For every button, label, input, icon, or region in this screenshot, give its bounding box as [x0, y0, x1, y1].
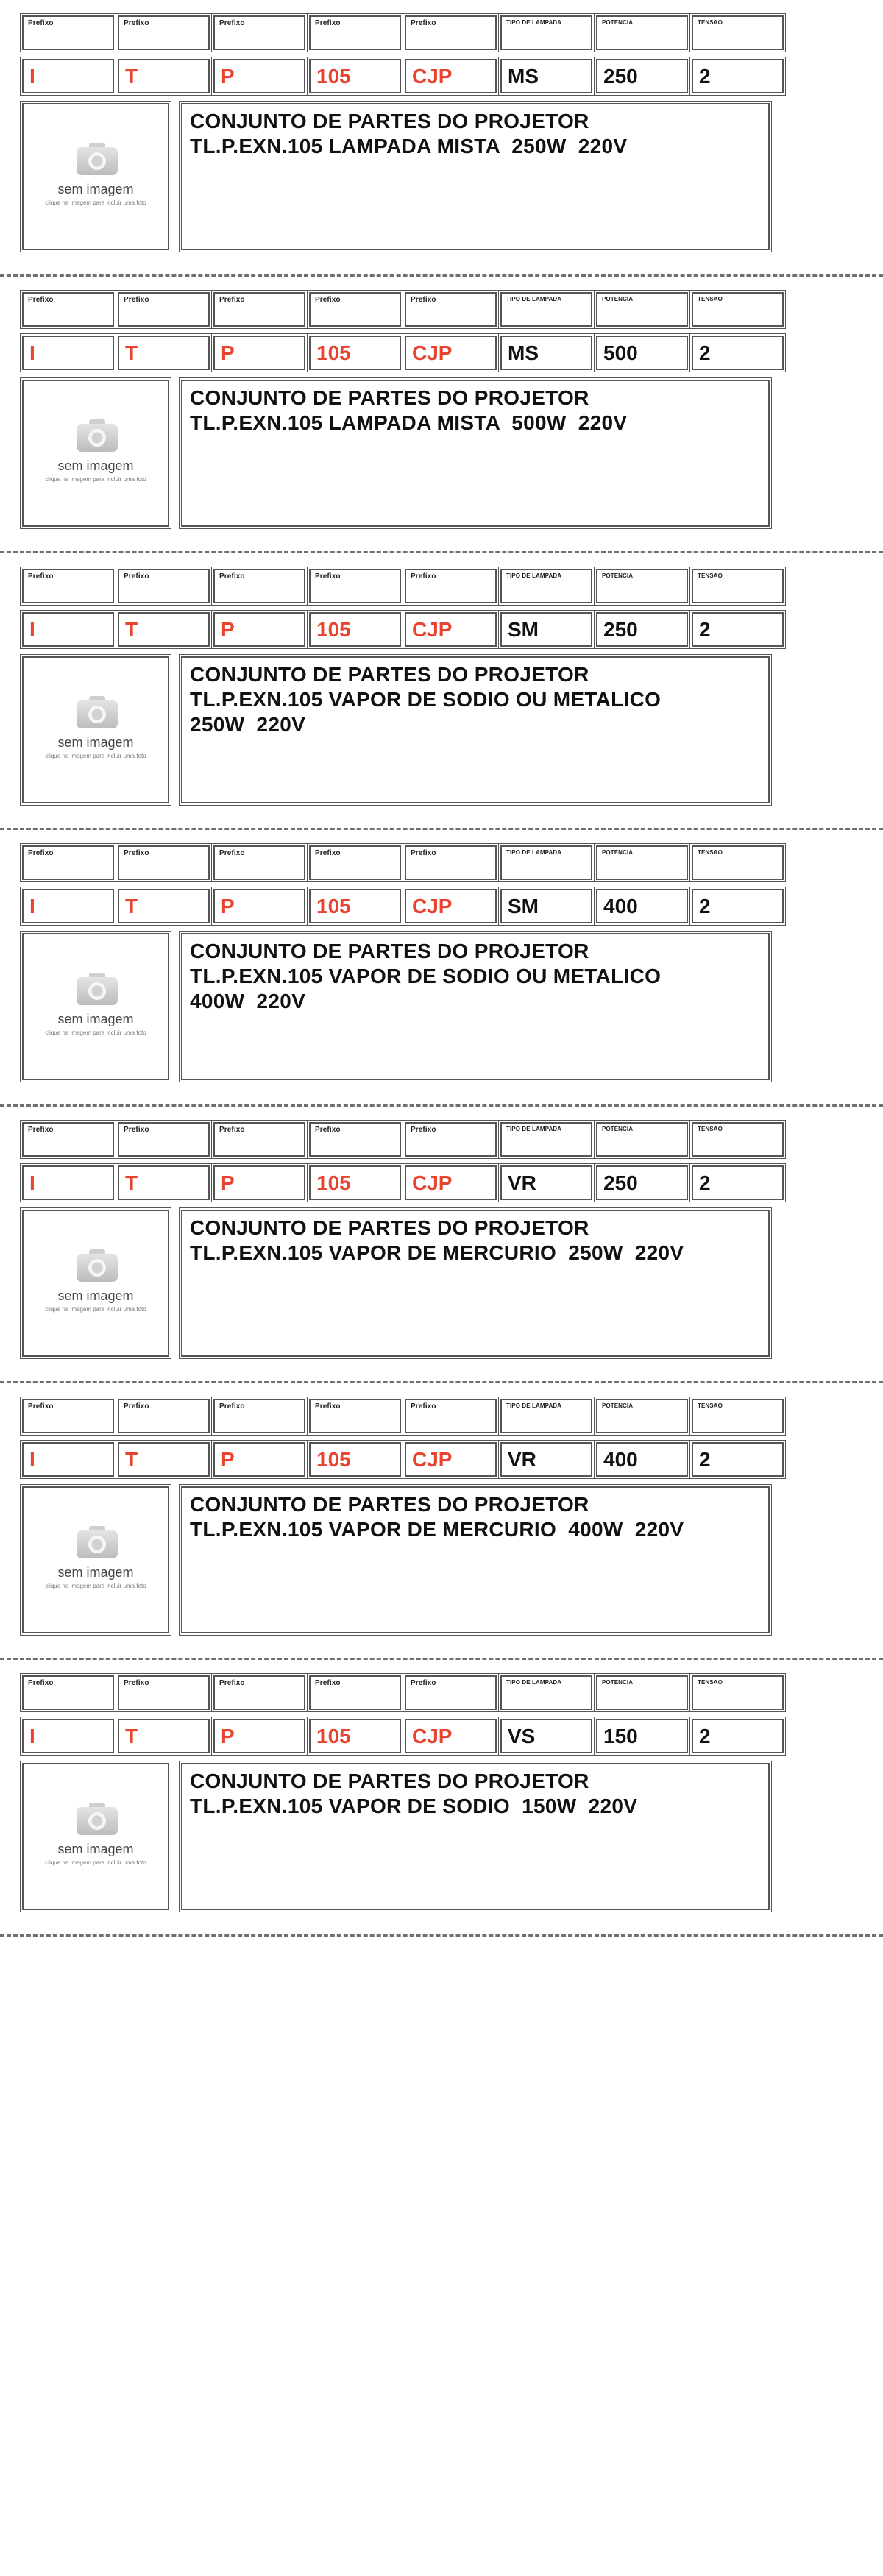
camera-icon	[77, 696, 118, 728]
prefix-1-header: Prefixo	[22, 1122, 114, 1157]
camera-icon	[77, 1249, 118, 1282]
lamp-type-field[interactable]: VR	[500, 1442, 592, 1477]
prefix-5-header: Prefixo	[405, 1399, 497, 1433]
prefix-5-header: Prefixo	[405, 845, 497, 880]
prefix-1-field[interactable]: I	[22, 336, 114, 370]
prefix-1-field[interactable]: I	[22, 1165, 114, 1200]
prefix-4-header: Prefixo	[309, 292, 401, 327]
lamp-type-header: TIPO DE LAMPADA	[500, 15, 592, 50]
prefix-2-field[interactable]: T	[118, 889, 210, 923]
lamp-type-field[interactable]: SM	[500, 612, 592, 647]
record	[0, 1660, 883, 1937]
voltage-header: TENSAO	[692, 569, 784, 603]
photo-placeholder[interactable]	[22, 380, 169, 527]
prefix-3-field[interactable]: P	[213, 59, 305, 93]
voltage-header: TENSAO	[692, 292, 784, 327]
prefix-2-field[interactable]: T	[118, 59, 210, 93]
power-header: POTENCIA	[596, 569, 688, 603]
power-header: POTENCIA	[596, 292, 688, 327]
power-field[interactable]: 250	[596, 1165, 688, 1200]
prefix-3-field[interactable]: P	[213, 889, 305, 923]
prefix-3-header: Prefixo	[213, 845, 305, 880]
lamp-type-header: TIPO DE LAMPADA	[500, 1122, 592, 1157]
prefix-4-field[interactable]: 105	[309, 336, 401, 370]
photo-placeholder[interactable]	[22, 103, 169, 250]
camera-icon	[77, 1803, 118, 1835]
voltage-field[interactable]: 2	[692, 59, 784, 93]
prefix-4-field[interactable]: 105	[309, 889, 401, 923]
power-field[interactable]: 150	[596, 1719, 688, 1753]
description-field[interactable]: CONJUNTO DE PARTES DO PROJETOR TL.P.EXN.105 VAPOR DE MERCURIO 400W 220V	[181, 1486, 770, 1633]
prefix-5-header: Prefixo	[405, 292, 497, 327]
prefix-4-header: Prefixo	[309, 569, 401, 603]
prefix-2-field[interactable]: T	[118, 1165, 210, 1200]
no-image-text: sem imagem	[57, 735, 134, 750]
prefix-4-header: Prefixo	[309, 1122, 401, 1157]
prefix-2-header: Prefixo	[118, 292, 210, 327]
voltage-field[interactable]: 2	[692, 1165, 784, 1200]
description-field[interactable]: CONJUNTO DE PARTES DO PROJETOR TL.P.EXN.105 LAMPADA MISTA 500W 220V	[181, 380, 770, 527]
prefix-3-header: Prefixo	[213, 1122, 305, 1157]
prefix-5-field[interactable]: CJP	[405, 1719, 497, 1753]
record	[0, 1383, 883, 1660]
prefix-2-header: Prefixo	[118, 1399, 210, 1433]
prefix-4-header: Prefixo	[309, 1675, 401, 1710]
lamp-type-field[interactable]: MS	[500, 59, 592, 93]
prefix-3-field[interactable]: P	[213, 612, 305, 647]
prefix-4-field[interactable]: 105	[309, 1442, 401, 1477]
prefix-5-field[interactable]: CJP	[405, 336, 497, 370]
power-field[interactable]: 500	[596, 336, 688, 370]
power-field[interactable]: 250	[596, 59, 688, 93]
power-header: POTENCIA	[596, 1399, 688, 1433]
prefix-2-header: Prefixo	[118, 569, 210, 603]
prefix-2-field[interactable]: T	[118, 612, 210, 647]
prefix-4-header: Prefixo	[309, 15, 401, 50]
voltage-field[interactable]: 2	[692, 1442, 784, 1477]
photo-placeholder[interactable]	[22, 656, 169, 803]
voltage-header: TENSAO	[692, 1675, 784, 1710]
no-image-hint: clique na imagem para incluir uma foto	[45, 1859, 146, 1866]
prefix-5-field[interactable]: CJP	[405, 1442, 497, 1477]
prefix-4-field[interactable]: 105	[309, 59, 401, 93]
prefix-5-header: Prefixo	[405, 569, 497, 603]
no-image-text: sem imagem	[57, 1565, 134, 1580]
lamp-type-header: TIPO DE LAMPADA	[500, 569, 592, 603]
description-field[interactable]: CONJUNTO DE PARTES DO PROJETOR TL.P.EXN.105 LAMPADA MISTA 250W 220V	[181, 103, 770, 250]
voltage-field[interactable]: 2	[692, 336, 784, 370]
prefix-1-header: Prefixo	[22, 292, 114, 327]
record	[0, 1107, 883, 1383]
prefix-3-header: Prefixo	[213, 15, 305, 50]
lamp-type-field[interactable]: SM	[500, 889, 592, 923]
voltage-header: TENSAO	[692, 1122, 784, 1157]
no-image-text: sem imagem	[57, 1842, 134, 1856]
prefix-1-field[interactable]: I	[22, 59, 114, 93]
prefix-4-field[interactable]: 105	[309, 612, 401, 647]
prefix-4-header: Prefixo	[309, 845, 401, 880]
description-field[interactable]: CONJUNTO DE PARTES DO PROJETOR TL.P.EXN.105 VAPOR DE SODIO OU METALICO 400W 220V	[181, 933, 770, 1080]
prefix-4-header: Prefixo	[309, 1399, 401, 1433]
prefix-1-field[interactable]: I	[22, 612, 114, 647]
prefix-2-header: Prefixo	[118, 15, 210, 50]
record	[0, 0, 883, 277]
camera-icon	[77, 1526, 118, 1558]
no-image-text: sem imagem	[57, 458, 134, 473]
prefix-5-header: Prefixo	[405, 1122, 497, 1157]
record	[0, 553, 883, 830]
lamp-type-header: TIPO DE LAMPADA	[500, 1399, 592, 1433]
description-field[interactable]: CONJUNTO DE PARTES DO PROJETOR TL.P.EXN.105 VAPOR DE MERCURIO 250W 220V	[181, 1210, 770, 1357]
prefix-3-field[interactable]: P	[213, 336, 305, 370]
prefix-3-header: Prefixo	[213, 569, 305, 603]
lamp-type-field[interactable]: MS	[500, 336, 592, 370]
prefix-1-header: Prefixo	[22, 845, 114, 880]
prefix-3-field[interactable]: P	[213, 1442, 305, 1477]
prefix-1-header: Prefixo	[22, 15, 114, 50]
no-image-text: sem imagem	[57, 182, 134, 196]
record	[0, 830, 883, 1107]
prefix-2-header: Prefixo	[118, 1122, 210, 1157]
prefix-5-field[interactable]: CJP	[405, 612, 497, 647]
power-field[interactable]: 400	[596, 1442, 688, 1477]
prefix-5-header: Prefixo	[405, 15, 497, 50]
prefix-5-field[interactable]: CJP	[405, 889, 497, 923]
no-image-hint: clique na imagem para incluir uma foto	[45, 753, 146, 759]
prefix-2-field[interactable]: T	[118, 1719, 210, 1753]
prefix-1-field[interactable]: I	[22, 1442, 114, 1477]
prefix-5-field[interactable]: CJP	[405, 1165, 497, 1200]
prefix-1-header: Prefixo	[22, 569, 114, 603]
prefix-2-field[interactable]: T	[118, 336, 210, 370]
power-header: POTENCIA	[596, 1675, 688, 1710]
power-header: POTENCIA	[596, 1122, 688, 1157]
prefix-4-field[interactable]: 105	[309, 1165, 401, 1200]
prefix-2-header: Prefixo	[118, 1675, 210, 1710]
no-image-hint: clique na imagem para incluir uma foto	[45, 1029, 146, 1036]
power-field[interactable]: 400	[596, 889, 688, 923]
lamp-type-header: TIPO DE LAMPADA	[500, 292, 592, 327]
photo-placeholder[interactable]	[22, 933, 169, 1080]
lamp-type-field[interactable]: VS	[500, 1719, 592, 1753]
voltage-field[interactable]: 2	[692, 889, 784, 923]
power-header: POTENCIA	[596, 15, 688, 50]
prefix-5-header: Prefixo	[405, 1675, 497, 1710]
voltage-header: TENSAO	[692, 15, 784, 50]
camera-icon	[77, 419, 118, 452]
no-image-hint: clique na imagem para incluir uma foto	[45, 1583, 146, 1589]
no-image-text: sem imagem	[57, 1288, 134, 1303]
record	[0, 277, 883, 553]
lamp-type-header: TIPO DE LAMPADA	[500, 1675, 592, 1710]
voltage-field[interactable]: 2	[692, 1719, 784, 1753]
prefix-3-field[interactable]: P	[213, 1165, 305, 1200]
photo-placeholder[interactable]	[22, 1763, 169, 1910]
description-field[interactable]: CONJUNTO DE PARTES DO PROJETOR TL.P.EXN.105 VAPOR DE SODIO OU METALICO 250W 220V	[181, 656, 770, 803]
camera-icon	[77, 143, 118, 175]
prefix-1-header: Prefixo	[22, 1399, 114, 1433]
lamp-type-field[interactable]: VR	[500, 1165, 592, 1200]
prefix-3-header: Prefixo	[213, 1399, 305, 1433]
no-image-hint: clique na imagem para incluir uma foto	[45, 476, 146, 483]
lamp-type-header: TIPO DE LAMPADA	[500, 845, 592, 880]
prefix-2-field[interactable]: T	[118, 1442, 210, 1477]
power-header: POTENCIA	[596, 845, 688, 880]
prefix-1-field[interactable]: I	[22, 889, 114, 923]
prefix-1-header: Prefixo	[22, 1675, 114, 1710]
voltage-header: TENSAO	[692, 1399, 784, 1433]
voltage-header: TENSAO	[692, 845, 784, 880]
camera-icon	[77, 973, 118, 1005]
no-image-text: sem imagem	[57, 1012, 134, 1026]
prefix-2-header: Prefixo	[118, 845, 210, 880]
prefix-3-header: Prefixo	[213, 1675, 305, 1710]
power-field[interactable]: 250	[596, 612, 688, 647]
no-image-hint: clique na imagem para incluir uma foto	[45, 199, 146, 206]
description-field[interactable]: CONJUNTO DE PARTES DO PROJETOR TL.P.EXN.105 VAPOR DE SODIO 150W 220V	[181, 1763, 770, 1910]
no-image-hint: clique na imagem para incluir uma foto	[45, 1306, 146, 1313]
prefix-3-header: Prefixo	[213, 292, 305, 327]
prefix-1-field[interactable]: I	[22, 1719, 114, 1753]
photo-placeholder[interactable]	[22, 1210, 169, 1357]
voltage-field[interactable]: 2	[692, 612, 784, 647]
photo-placeholder[interactable]	[22, 1486, 169, 1633]
prefix-4-field[interactable]: 105	[309, 1719, 401, 1753]
prefix-3-field[interactable]: P	[213, 1719, 305, 1753]
prefix-5-field[interactable]: CJP	[405, 59, 497, 93]
